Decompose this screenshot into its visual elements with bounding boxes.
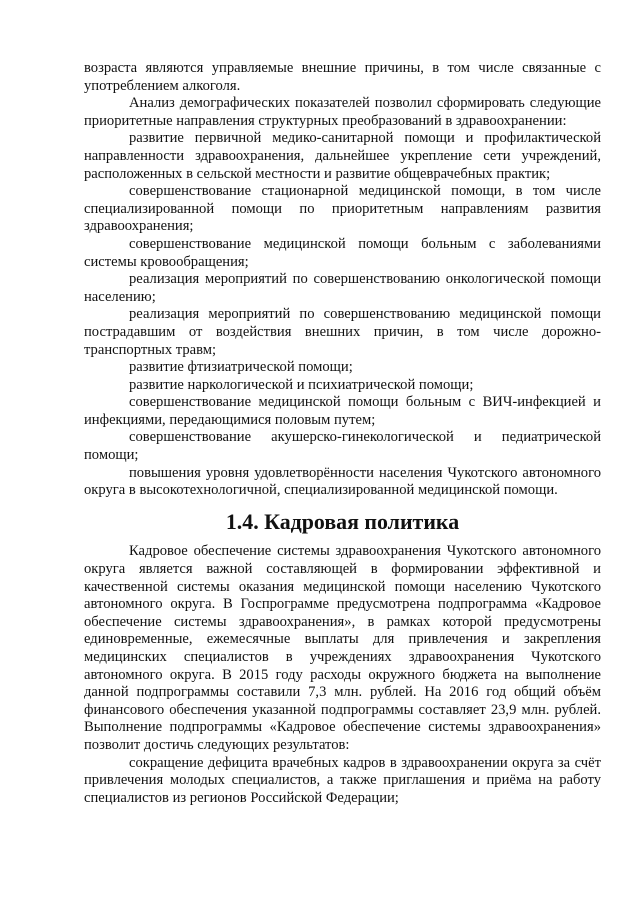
paragraph: Кадровое обеспечение системы здравоохранения Чукотского автономного округа является важной составляющей в формировании эффективной и качественной системы оказания медицинской помощи населению Чукотского автономного округа. В Госпрограмме предусмотрена подпрограмма «Кадровое обеспечение системы здравоохранения», в рамках которой предусмотрены единовременные, ежемесячные выплаты для привлечения и закрепления медицинских специалистов в учреждениях здравоохранения Чукотского автономного округа. В 2015 году расходы окружного бюджета на выполнение данной подпрограммы составили 7,3 млн. рублей. На 2016 год общий объём финансового обеспечения указанной подпрограммы составляет 23,9 млн. рублей. Выполнение подпрограммы «Кадровое обеспечение системы здравоохранения» позволит достичь следующих результатов: [84, 543, 601, 753]
list-item: повышения уровня удовлетворённости населения Чукотского автономного округа в высокотехнологичной, специализированной медицинской помощи. [84, 464, 601, 499]
list-item: сокращение дефицита врачебных кадров в здравоохранении округа за счёт привлечения молодых специалистов, а также приглашения и приёма на работу специалистов из регионов Российской Федерации; [84, 754, 601, 806]
list-item: реализация мероприятий по совершенствованию онкологической помощи населению; [84, 271, 601, 305]
list-item: развитие первичной медико-санитарной помощи и профилактической направленности здравоохранения, дальнейшее укрепление сети учреждений, расположенных в сельской местности и развитие общеврачебных практик; [84, 130, 601, 182]
paragraph: возраста являются управляемые внешние причины, в том числе связанные с употреблением алкоголя. [84, 60, 601, 94]
list-item: развитие фтизиатрической помощи; [129, 359, 353, 376]
list-item: совершенствование стационарной медицинской помощи, в том числе специализированной помощи по приоритетным направлениям развития здравоохранения; [84, 183, 601, 235]
list-item: совершенствование медицинской помощи больным с заболеваниями системы кровообращения; [84, 235, 601, 270]
list-item: реализация мероприятий по совершенствованию медицинской помощи пострадавшим от воздействия внешних причин, в том числе дорожно-транспортных травм; [84, 306, 601, 358]
list-item: совершенствование акушерско-гинекологической и педиатрической помощи; [84, 429, 601, 464]
list-item: развитие наркологической и психиатрической помощи; [129, 376, 474, 393]
paragraph: Анализ демографических показателей позволил сформировать следующие приоритетные направления структурных преобразований в здравоохранении: [84, 95, 601, 129]
section-heading: 1.4. Кадровая политика [225, 508, 460, 534]
list-item: совершенствование медицинской помощи больным с ВИЧ-инфекцией и инфекциями, передающимися половым путем; [84, 394, 601, 428]
document-page [84, 60, 601, 807]
